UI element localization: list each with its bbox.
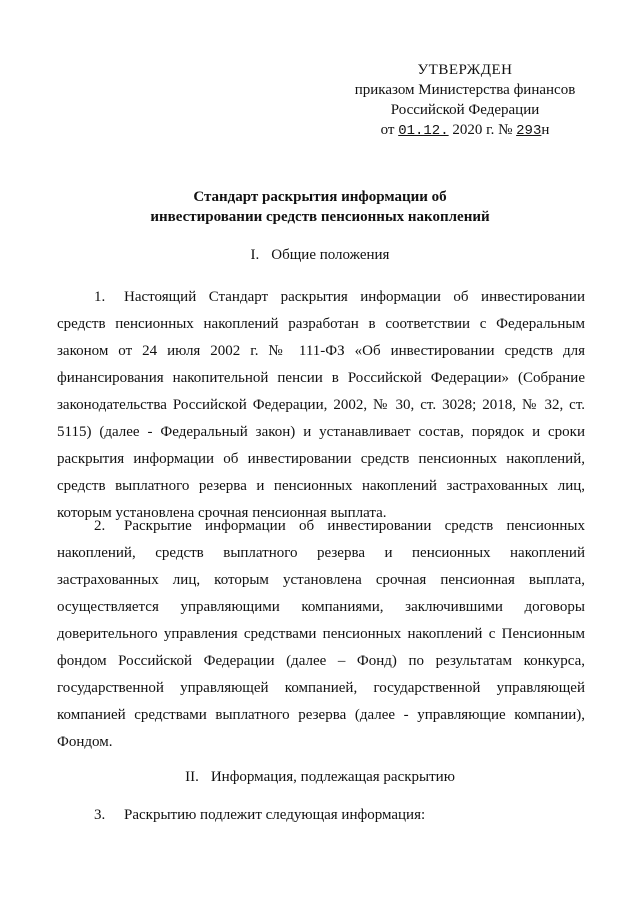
- paragraph-1-text: Настоящий Стандарт раскрытия информации об инвестировании средств пенсионных накоплений разработан в соответствии с Федеральным законом от 24 июля 2002 г. № 111-ФЗ «Об инвестировании средств для финансирования накопительной пенсии в Российской Федерации» (Собрание законодательства Российской Федерации, 2002, № 30, ст. 3028; 2018, № 32, ст. 5115) (далее - Федеральный закон) и устанавливает состав, порядок и сроки раскрытия информации об инвестировании средств пенсионных накоплений, средств выплатного резерва и пенсионных накоплений застрахованных лиц, которым установлена срочная пенсионная выплата.: [57, 289, 585, 521]
- approval-heading: УТВЕРЖДЕН: [417, 62, 513, 78]
- order-number-suffix: н: [541, 122, 550, 138]
- paragraph-2: [57, 513, 585, 756]
- paragraph-3-number: 3.: [94, 807, 106, 823]
- document-title: [100, 187, 540, 227]
- section-heading-2: [60, 767, 580, 787]
- approval-country-line: Российской Федерации: [390, 102, 540, 118]
- order-date: 01.12.: [398, 123, 449, 139]
- paragraph-1: [57, 284, 585, 527]
- paragraph-1-number: 1.: [94, 289, 106, 305]
- section-heading-1: [60, 245, 580, 265]
- order-year-text: 2020 г. №: [448, 122, 517, 138]
- paragraph-2-text: Раскрытие информации об инвестировании средств пенсионных накоплений, средств выплатного резерва и пенсионных накоплений застрахованных лиц, которым установлена срочная пенсионная выплата, осуществляется управляющими компаниями, заключившими договоры доверительного управления средствами пенсионных накоплений с Пенсионным фондом Российской Федерации (далее – Фонд) по результатам конкурса, государственной управляющей компанией, государственной управляющей компанией средствами выплатного резерва (далее - управляющие компании), Фондом.: [57, 518, 585, 750]
- order-number: 293: [516, 123, 542, 139]
- approval-order-line: приказом Министерства финансов: [354, 82, 576, 98]
- paragraph-2-number: 2.: [94, 518, 106, 534]
- section-2-numeral: II.: [185, 769, 199, 785]
- approval-stamp: [330, 60, 600, 141]
- section-1-numeral: I.: [250, 247, 260, 263]
- section-1-title: Общие положения: [271, 247, 390, 263]
- date-prefix: от: [380, 122, 399, 138]
- section-2-title: Информация, подлежащая раскрытию: [210, 769, 455, 785]
- paragraph-3: [94, 805, 574, 825]
- title-line-1: Стандарт раскрытия информации об: [193, 189, 447, 205]
- title-line-2: инвестировании средств пенсионных накоплений: [150, 209, 490, 225]
- paragraph-3-text: Раскрытию подлежит следующая информация:: [124, 807, 426, 823]
- approval-date-line: [330, 120, 600, 141]
